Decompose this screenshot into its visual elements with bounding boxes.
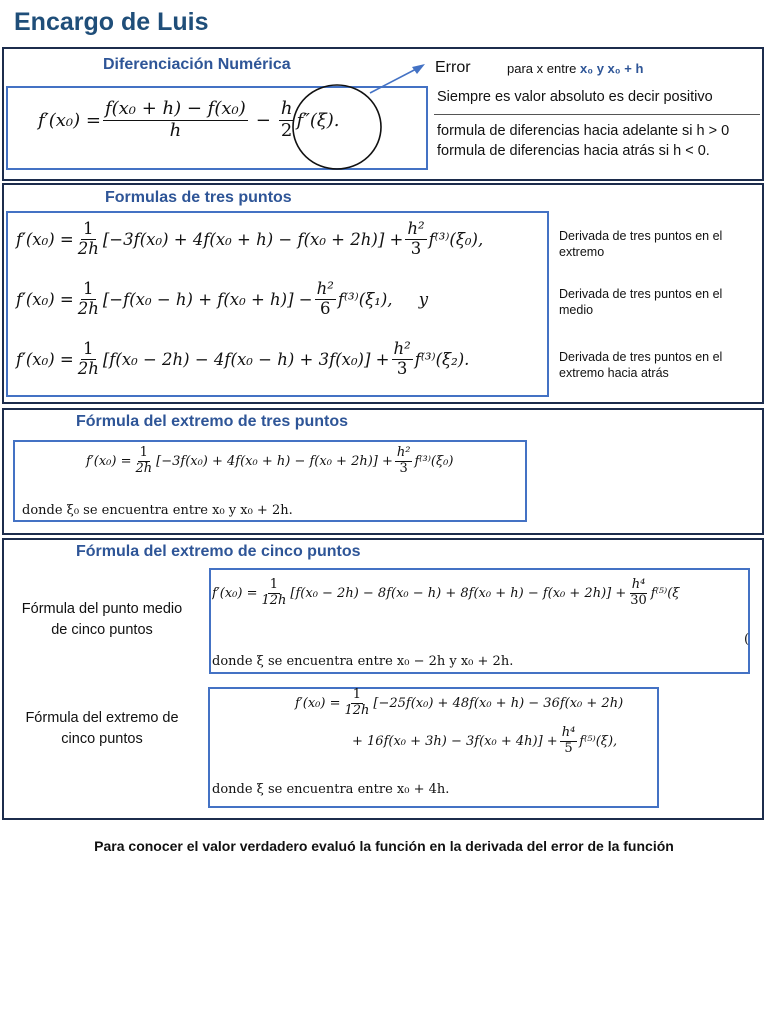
error-circle — [293, 85, 381, 169]
five-midpoint-where: donde ξ se encuentra entre x₀ − 2h y x₀ + 2h. — [212, 654, 514, 669]
error-highlight — [290, 55, 440, 175]
numeric-diff-formula: f′(x₀) = $\frac{\text{f(x₀ + h) − f(x₀)}}{h}$ − $\frac{h}{2}$ f″(ξ). — [38, 98, 340, 141]
three-point-formula-3: f′(x₀) = $\frac{1}{2h}$ [f(x₀ − 2h) − 4f(x₀ − h) + 3f(x₀)] + $\frac{\text{h²}}{3}$ f⁽³⁾(ξ₂). — [16, 339, 470, 378]
five-point-heading: Fórmula del extremo de cinco puntos — [76, 543, 361, 560]
three-point-heading: Formulas de tres puntos — [105, 189, 292, 206]
three-endpoint-formula: f′(x₀) = $\frac{1}{2h}$ [−3f(x₀) + 4f(x₀ + h) − f(x₀ + 2h)] + $\frac{\text{h²}}{3}$ f⁽³⁾(ξ₀) — [86, 445, 454, 476]
three-point-formula-1: f′(x₀) = $\frac{1}{2h}$ [−3f(x₀) + 4f(x₀ + h) − f(x₀ + 2h)] + $\frac{\text{h²}}{3}$ f⁽³⁾(ξ₀), — [16, 219, 484, 258]
backward-diff-note: formula de diferencias hacia atrás si h < 0. — [437, 143, 710, 159]
error-range: para x entre x₀ y x₀ + h — [507, 61, 644, 76]
numeric-diff-heading: Diferenciación Numérica — [103, 56, 291, 73]
three-point-desc-3: Derivada de tres puntos en el extremo hacia atrás — [559, 350, 723, 380]
three-endpoint-where: donde ξ₀ se encuentra entre x₀ y x₀ + 2h. — [22, 503, 293, 518]
three-point-desc-2: Derivada de tres puntos en el medio — [559, 287, 723, 317]
five-endpoint-where: donde ξ se encuentra entre x₀ + 4h. — [212, 782, 450, 797]
five-endpoint-formula-line1: f′(x₀) = $\frac{1}{12h}$ [−25f(x₀) + 48f(x₀ + h) − 36f(x₀ + 2h) — [295, 687, 624, 718]
forward-diff-note: formula de diferencias hacia adelante si h > 0 — [437, 123, 730, 139]
divider-line — [434, 114, 760, 115]
error-arrow — [370, 67, 420, 93]
five-midpoint-formula: f′(x₀) = $\frac{1}{12h}$ [f(x₀ − 2h) − 8f(x₀ − h) + 8f(x₀ + h) − f(x₀ + 2h)] + $\frac{\text{h⁴}}{30}$ f⁽⁵⁾(ξ — [212, 578, 680, 608]
footer-note: Para conocer el valor verdadero evaluó la función en la derivada del error de la función — [94, 838, 674, 854]
five-midpoint-label: Fórmula del punto medio de cinco puntos — [21, 601, 183, 638]
five-endpoint-label: Fórmula del extremo de cinco puntos — [25, 710, 179, 747]
error-arrowhead — [412, 64, 425, 74]
abs-value-note: Siempre es valor absoluto es decir positivo — [437, 89, 713, 105]
three-point-desc-1: Derivada de tres puntos en el extremo — [559, 229, 723, 259]
three-endpoint-heading: Fórmula del extremo de tres puntos — [76, 413, 349, 430]
five-endpoint-formula-line2: + 16f(x₀ + 3h) − 3f(x₀ + 4h)] + $\frac{\text{h⁴}}{5}$ f⁽⁵⁾(ξ), — [352, 725, 618, 756]
page-title: Encargo de Luis — [14, 8, 209, 36]
three-point-formula-2: f′(x₀) = $\frac{1}{2h}$ [−f(x₀ − h) + f(x₀ + h)] − $\frac{\text{h²}}{6}$ f⁽³⁾(ξ₁), y — [16, 279, 429, 318]
error-label: Error — [435, 59, 471, 76]
five-midpoint-stray-paren: ( — [744, 632, 750, 647]
